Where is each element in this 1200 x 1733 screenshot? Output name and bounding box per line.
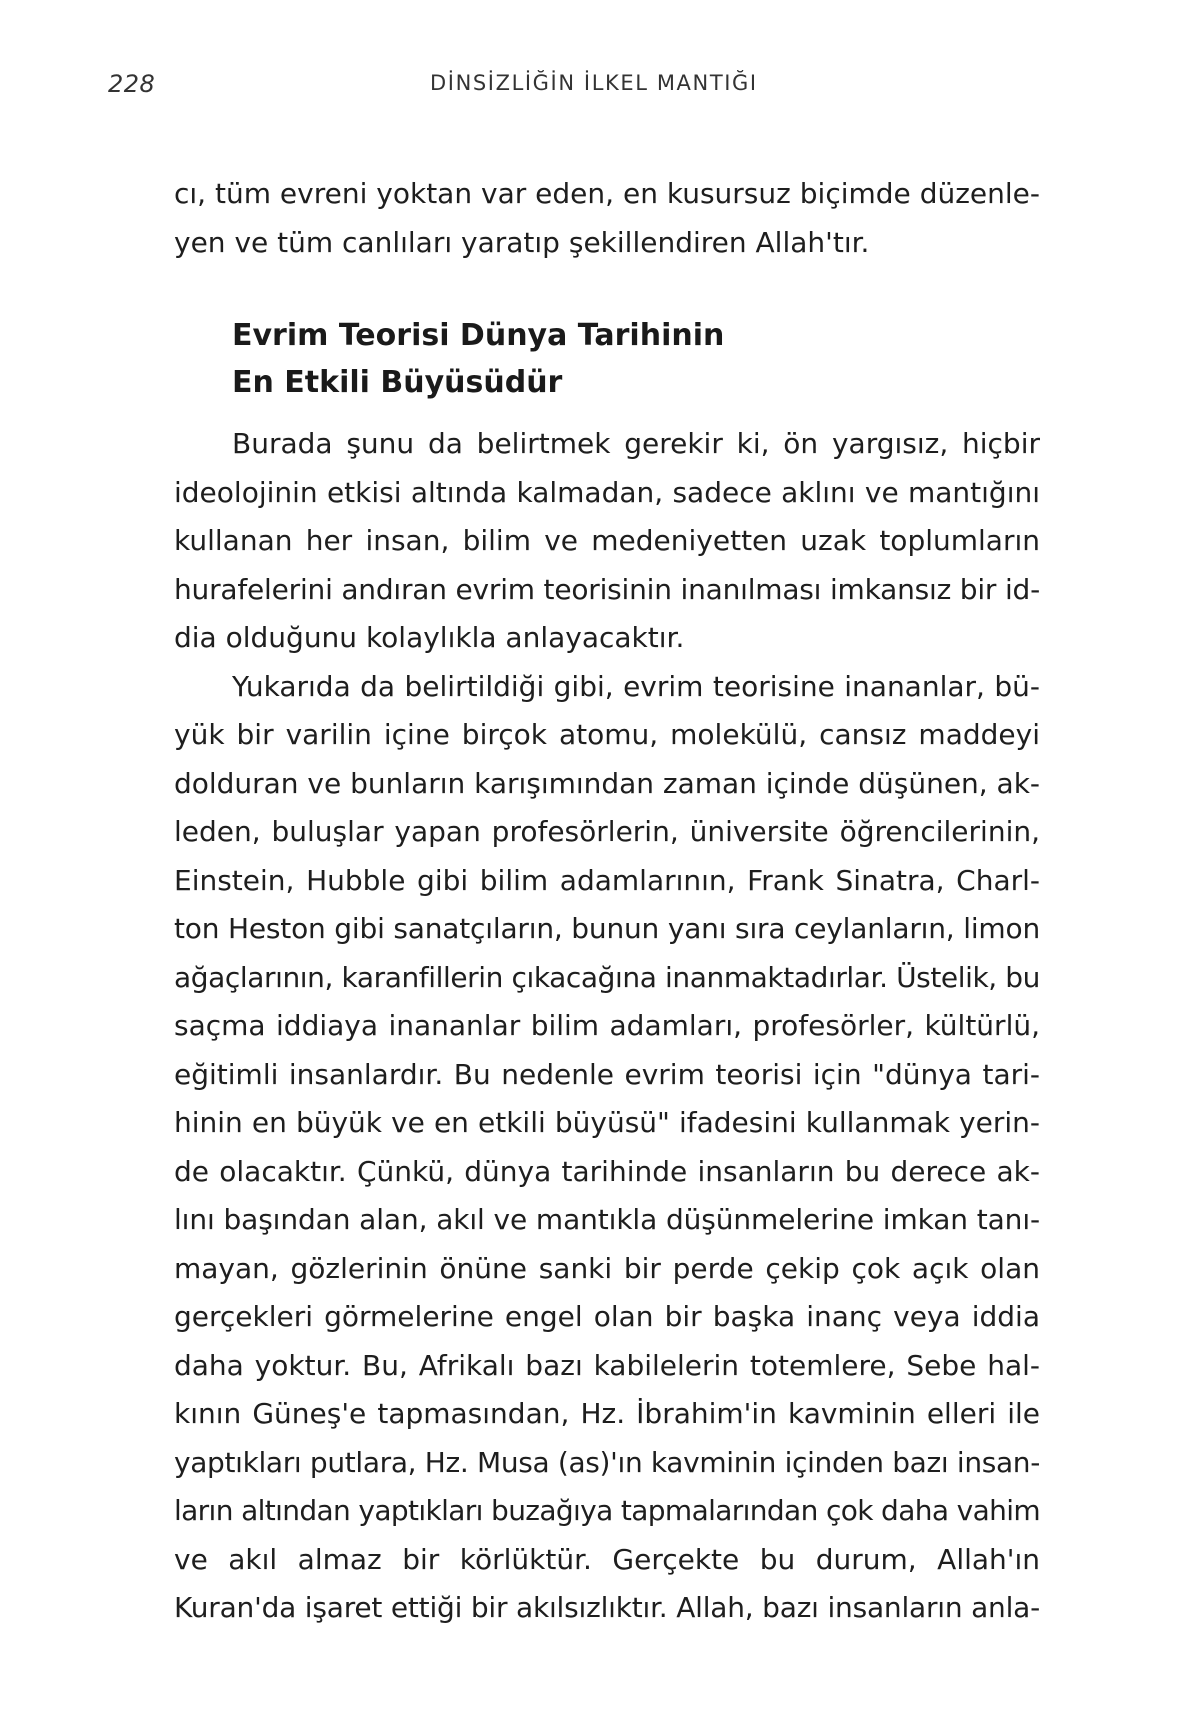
text-line: eğitimli insanlardır. Bu nedenle evrim teorisi için "dünya tari- <box>174 1057 1040 1091</box>
paragraph-1 <box>174 420 1040 663</box>
text-line: ağaçlarının, karanfillerin çıkacağına inanmaktadırlar. Üstelik, bu <box>174 960 1040 994</box>
text-line: yen ve tüm canlıları yaratıp şekillendiren Allah'tır. <box>174 225 870 259</box>
text-line: daha yoktur. Bu, Afrikalı bazı kabilelerin totemlere, Sebe hal- <box>174 1348 1040 1382</box>
text-line: ideolojinin etkisi altında kalmadan, sadece aklını ve mantığını <box>174 475 1040 509</box>
section-heading <box>174 312 1040 406</box>
text-line: de olacaktır. Çünkü, dünya tarihinde insanların bu derece ak- <box>174 1154 1040 1188</box>
running-header <box>0 70 1200 106</box>
paragraph-2 <box>174 663 1040 1633</box>
opening-paragraph <box>174 170 1040 267</box>
text-line: hinin en büyük ve en etkili büyüsü" ifadesini kullanmak yerin- <box>174 1106 1040 1139</box>
text-line: dolduran ve bunların karışımından zaman içinde düşünen, ak- <box>174 766 1040 800</box>
text-line: Burada şunu da belirtmek gerekir ki, ön yargısız, hiçbir <box>232 427 1040 460</box>
text-line: mayan, gözlerinin önüne sanki bir perde çekip çok açık olan <box>174 1251 1040 1285</box>
text-line: ların altından yaptıkları buzağıya tapmalarından çok daha vahim <box>174 1494 1040 1527</box>
text-line: gerçekleri görmelerine engel olan bir başka inanç veya iddia <box>174 1300 1040 1333</box>
text-line: hurafelerini andıran evrim teorisinin inanılması imkansız bir id- <box>174 572 1040 606</box>
text-line: yük bir varilin içine birçok atomu, molekülü, cansız maddeyi <box>174 718 1040 751</box>
text-line: dia olduğunu kolaylıkla anlayacaktır. <box>174 621 685 654</box>
text-line: cı, tüm evreni yoktan var eden, en kusursuz biçimde düzenle- <box>174 177 1040 210</box>
heading-line: Evrim Teorisi Dünya Tarihinin <box>232 318 725 353</box>
text-line: Yukarıda da belirtildiği gibi, evrim teorisine inananlar, bü- <box>232 669 1040 703</box>
text-line: saçma iddiaya inananlar bilim adamları, profesörler, kültürlü, <box>174 1009 1040 1042</box>
text-line: ve akıl almaz bir körlüktür. Gerçekte bu durum, Allah'ın <box>174 1542 1040 1576</box>
heading-line: En Etkili Büyüsüdür <box>232 365 563 400</box>
text-line: kının Güneş'e tapmasından, Hz. İbrahim'in kavminin elleri ile <box>174 1397 1040 1430</box>
text-line: lını başından alan, akıl ve mantıkla düşünmelerine imkan tanı- <box>174 1203 1040 1236</box>
text-line: Kuran'da işaret ettiği bir akılsızlıktır. Allah, bazı insanların anla- <box>174 1591 1040 1624</box>
text-line: kullanan her insan, bilim ve medeniyetten uzak toplumların <box>174 524 1040 557</box>
text-line: yaptıkları putlara, Hz. Musa (as)'ın kavminin içinden bazı insan- <box>174 1445 1040 1479</box>
text-line: ton Heston gibi sanatçıların, bunun yanı sıra ceylanların, limon <box>174 912 1040 945</box>
text-line: leden, buluşlar yapan profesörlerin, üniversite öğrencilerinin, <box>174 815 1040 848</box>
text-line: Einstein, Hubble gibi bilim adamlarının, Frank Sinatra, Charl- <box>174 863 1040 897</box>
page-number: 228 <box>108 70 156 98</box>
book-title: DİNSİZLİĞİN İLKEL MANTIĞI <box>430 71 758 95</box>
page-body <box>174 170 1040 1633</box>
